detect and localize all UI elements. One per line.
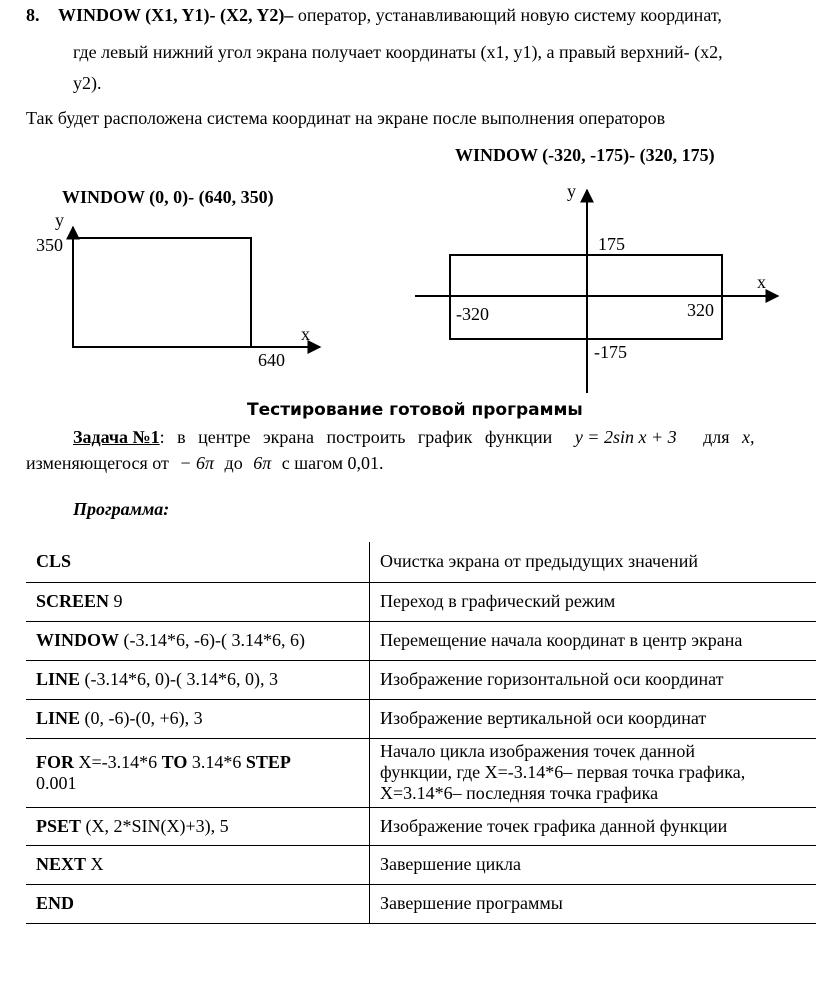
left-label-640: 640 xyxy=(258,350,285,370)
keyword: PSET xyxy=(36,815,82,836)
task-text-1: : в центре экрана построить график функции xyxy=(159,427,553,447)
right-label-minus-320: -320 xyxy=(456,304,489,324)
arguments: (-3.14*6, -6)-( 3.14*6, 6) xyxy=(119,630,305,650)
keyword: STEP xyxy=(245,751,291,772)
task-text-5: с шагом 0,01. xyxy=(281,453,384,473)
code-cell xyxy=(26,621,370,660)
task-var: x, xyxy=(742,427,755,447)
caption: Так будет расположена система координат на экране после выполнения операторов xyxy=(26,108,666,128)
right-label-320: 320 xyxy=(687,300,714,320)
table-row xyxy=(26,884,816,923)
arguments: X=-3.14*6 xyxy=(74,751,162,772)
task-line-1 xyxy=(73,426,816,448)
left-diagram xyxy=(36,210,320,370)
task-label: Задача №1 xyxy=(73,427,160,447)
description-cell: Очистка экрана от предыдущих значений xyxy=(370,542,816,582)
arguments: 9 xyxy=(109,591,123,611)
left-screen-rect xyxy=(73,238,251,347)
program-label: Программа: xyxy=(73,499,170,519)
intro-text-1: оператор, устанавливающий новую систему координат, xyxy=(293,5,722,25)
task-from: − 6π xyxy=(179,453,215,473)
table-row xyxy=(26,542,816,582)
intro-line-3: у2). xyxy=(73,73,102,93)
description-cell: Завершение программы xyxy=(370,884,816,923)
description-cell: Перемещение начала координат в центр экрана xyxy=(370,621,816,660)
arguments: X xyxy=(86,854,104,874)
program-table xyxy=(26,542,816,924)
keyword: NEXT xyxy=(36,854,87,874)
table-row xyxy=(26,807,816,845)
code-cell xyxy=(26,884,370,923)
task-line-2 xyxy=(26,452,384,474)
description-cell: Изображение горизонтальной оси координат xyxy=(370,660,816,699)
task-text-2: для xyxy=(703,427,730,447)
table-row xyxy=(26,738,816,807)
code-cell xyxy=(26,738,370,807)
description-line: Начало цикла изображения точек данной xyxy=(380,741,695,761)
task-text-3: изменяющегося от xyxy=(26,453,169,473)
table-row xyxy=(26,660,816,699)
section-title: Тестирование готовой программы xyxy=(247,400,583,420)
keyword: WINDOW xyxy=(36,630,120,650)
code-cell xyxy=(26,845,370,884)
keyword: LINE xyxy=(36,708,81,728)
code-cell xyxy=(26,582,370,621)
left-x-axis-label: х xyxy=(301,324,310,344)
description-line: функции, где Х=-3.14*6– первая точка графика, xyxy=(380,762,746,782)
right-y-axis-label: у xyxy=(567,181,576,201)
right-label-minus-175: -175 xyxy=(594,342,627,362)
task-formula: y = 2sin x + 3 xyxy=(574,427,677,447)
keyword: SCREEN xyxy=(36,591,110,611)
code-cell xyxy=(26,660,370,699)
left-label-350: 350 xyxy=(36,235,63,255)
description-cell: Завершение цикла xyxy=(370,845,816,884)
right-diagram-title: WINDOW (-320, -175)- (320, 175) xyxy=(455,145,715,165)
code-cell xyxy=(26,807,370,845)
right-diagram xyxy=(415,181,778,393)
table-row xyxy=(26,582,816,621)
keyword: CLS xyxy=(36,551,72,572)
intro-line-2: где левый нижний угол экрана получает координаты (х1, у1), а правый верхний- (х2, xyxy=(73,42,723,62)
table-row xyxy=(26,699,816,738)
code-cell xyxy=(26,699,370,738)
task-text-4: до xyxy=(224,453,243,473)
window-term: WINDOW (X1, Y1)- (X2, Y2)– xyxy=(58,5,294,25)
description-cell: Изображение вертикальной оси координат xyxy=(370,699,816,738)
right-label-175: 175 xyxy=(598,234,625,254)
keyword: TO xyxy=(161,751,188,772)
description-cell: Изображение точек графика данной функции xyxy=(370,807,816,845)
left-y-axis-label: у xyxy=(55,210,64,230)
code-cell xyxy=(26,542,370,582)
arguments: 0.001 xyxy=(36,772,77,793)
description-line: Х=3.14*6– последняя точка графика xyxy=(380,783,659,803)
table-row xyxy=(26,621,816,660)
arguments: (0, -6)-(0, +6), 3 xyxy=(80,708,203,728)
keyword: END xyxy=(36,893,75,913)
description-cell xyxy=(370,738,816,807)
item-number: 8. xyxy=(26,5,40,25)
right-x-axis-label: х xyxy=(757,272,766,292)
arguments: (X, 2*SIN(X)+3), 5 xyxy=(81,815,229,836)
arguments: (-3.14*6, 0)-( 3.14*6, 0), 3 xyxy=(80,669,278,689)
coordinate-diagrams xyxy=(0,0,816,410)
keyword: LINE xyxy=(36,669,81,689)
task-to: 6π xyxy=(253,453,272,473)
table-row xyxy=(26,845,816,884)
arguments: 3.14*6 xyxy=(187,751,246,772)
description-cell: Переход в графический режим xyxy=(370,582,816,621)
left-diagram-title: WINDOW (0, 0)- (640, 350) xyxy=(62,187,274,207)
keyword: FOR xyxy=(36,751,74,772)
